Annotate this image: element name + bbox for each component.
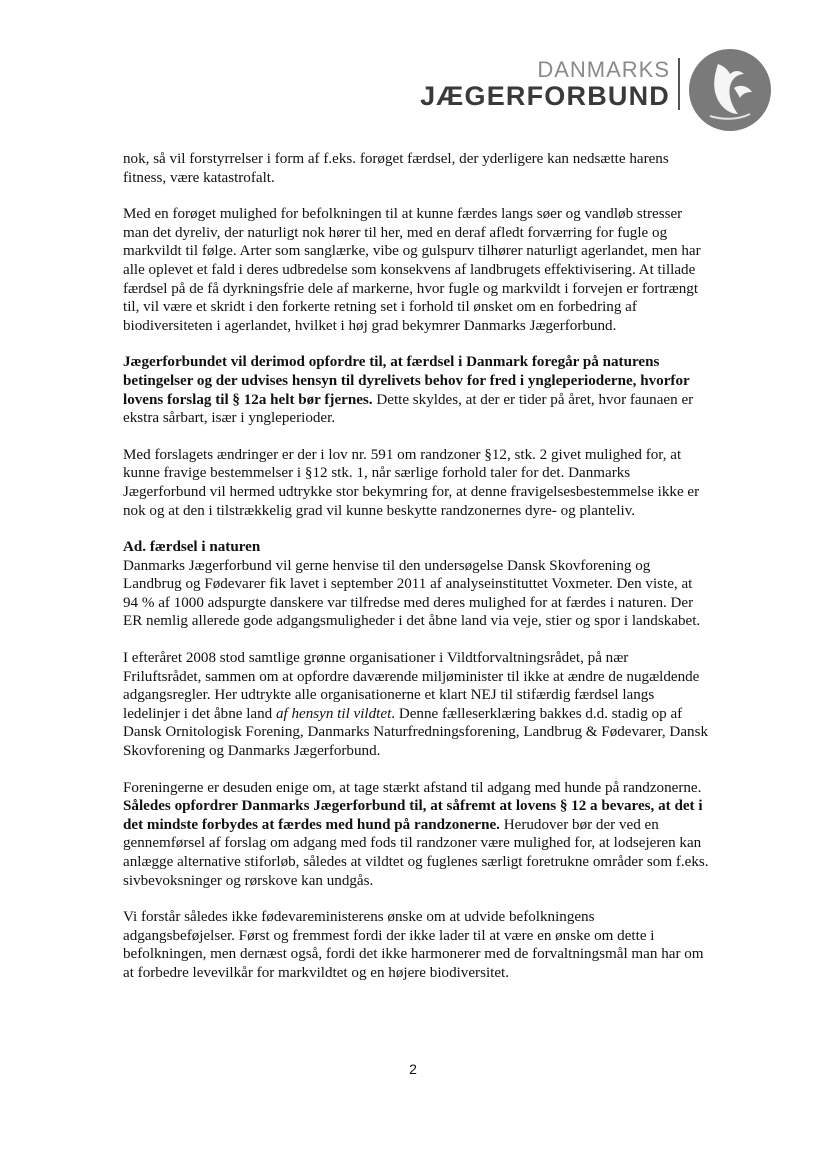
logo-divider bbox=[678, 58, 680, 110]
paragraph-5-text: Danmarks Jægerforbund vil gerne henvise til den undersøgelse Dansk Skovforening og Landbrug og Fødevarer fik lavet i september 2011 af analyseinstituttet Voxmeter. Den viste, at 94 % af 1000 adspurgte danskere var tilfredse med deres mulighed for at færdes i naturen. Der ER nemlig allerede gode adgangsmuligheder i det åbne land via veje, stier og spor i landskabet. bbox=[123, 557, 701, 630]
organization-logo bbox=[420, 58, 686, 110]
logo-line-1: DANMARKS bbox=[537, 57, 670, 82]
section-heading: Ad. færdsel i naturen bbox=[123, 539, 261, 556]
logo-wordmark bbox=[420, 58, 670, 110]
paragraph-3-text: Dette skyldes, at der er tider på året, hvor faunaen er ekstra sårbart, især i yngleperioder. bbox=[123, 391, 694, 427]
page-number: 2 bbox=[409, 1061, 417, 1077]
paragraph-6-text-a: I efteråret 2008 stod samtlige grønne organisationer i Vildtforvaltningsrådet, på nær Friluftsrådet, sammen om at opfordre daværende miljøminister til ikke at ændre de nugældende adgangsregler. Her udtrykte alle organisationerne et klart NEJ til stifærdig færdsel langs ledelinjer i det åbne land bbox=[123, 650, 700, 722]
paragraph-3-emphasis: Jægerforbundet vil derimod opfordre til, at færdsel i Danmark foregår på naturens betingelser og der udvises hensyn til dyrelivets behov for fred i yngleperioderne, hvorfor lovens forslag til § 12a helt bør fjernes. bbox=[123, 354, 690, 408]
paragraph-1: nok, så vil forstyrrelser i form af f.eks. forøget færdsel, der yderligere kan nedsætte harens fitness, være katastrofalt. bbox=[123, 151, 669, 186]
paragraph-4: Med forslagets ændringer er der i lov nr. 591 om randzoner §12, stk. 2 givet mulighed for, at kunne fravige bestemmelser i §12 stk. 1, når særlige forhold taler for det. Danmarks Jægerforbund vil hermed udtrykke stor bekymring for, at denne fravigelsesbestemmelse ikke er nok og at den i tilstrækkelig grad vil kunne beskytte randzonernes dyre- og planteliv. bbox=[123, 446, 700, 519]
paragraph-7-text-b: Herudover bør der ved en gennemførsel af forslag om adgang med fods til randzoner være mulighed for, at lodsejeren kan anlægge alternative stiforløb, således at vildtet og fuglenes særligt foretrukne områder som f.eks. sivbevoksninger og rørskove kan undgås. bbox=[123, 816, 709, 889]
paragraph-5 bbox=[123, 538, 709, 631]
paragraph-7-emphasis: Således opfordrer Danmarks Jægerforbund til, at såfremt at lovens § 12 a bevares, at det i det mindste forbydes at færdes med hund på randzonerne. bbox=[123, 798, 703, 833]
paragraph-8: Vi forstår således ikke fødevareministerens ønske om at udvide befolkningens adgangsbeføjelser. Først og fremmest fordi der ikke lader til at være en ønske om dette i befolkningen, men dernæst også, fordi det ikke harmonerer med de forvaltningsmål man har om at forbedre levevilkår for markvildtet og en højere biodiversitet. bbox=[123, 909, 704, 981]
bird-seal-icon bbox=[688, 48, 772, 132]
paragraph-7 bbox=[123, 779, 709, 891]
logo-line-2: JÆGERFORBUND bbox=[420, 81, 670, 111]
paragraph-6-text-b: . Denne fælleserklæring bakkes d.d. stadig op af Dansk Ornitologisk Forening, Danmarks Naturfredningsforening, Landbrug & Fødevarer, Dansk Skovforening og Danmarks Jægerforbund. bbox=[123, 705, 708, 760]
paragraph-2: Med en forøget mulighed for befolkningen til at kunne færdes langs søer og vandløb stresser man det dyreliv, der naturligt nok hører til her, med en deraf afledt forværring for fugle og markvildt til følge. Arter som sanglærke, vibe og gulspurv tilhører naturligt agerlandet, men har alle oplevet et fald i deres udbredelse som konsekvens af landbrugets effektivisering. At tillade færdsel på de få dyrkningsfrie dele af markerne, hvor fugle og markvildt i forvejen er fortrængt til, vil være et skridt i den forkerte retning set i forhold til ønsket om en forbedring af biodiversiteten i agerlandet, hvilket i høj grad bekymrer Danmarks Jægerforbund. bbox=[123, 206, 701, 334]
paragraph-7-text-a: Foreningerne er desuden enige om, at tage stærkt afstand til adgang med hunde på randzonerne. bbox=[123, 779, 702, 796]
paragraph-3 bbox=[123, 353, 709, 427]
paragraph-6 bbox=[123, 649, 709, 761]
paragraph-6-italic: af hensyn til vildtet bbox=[275, 705, 392, 722]
document-body bbox=[123, 150, 709, 1001]
